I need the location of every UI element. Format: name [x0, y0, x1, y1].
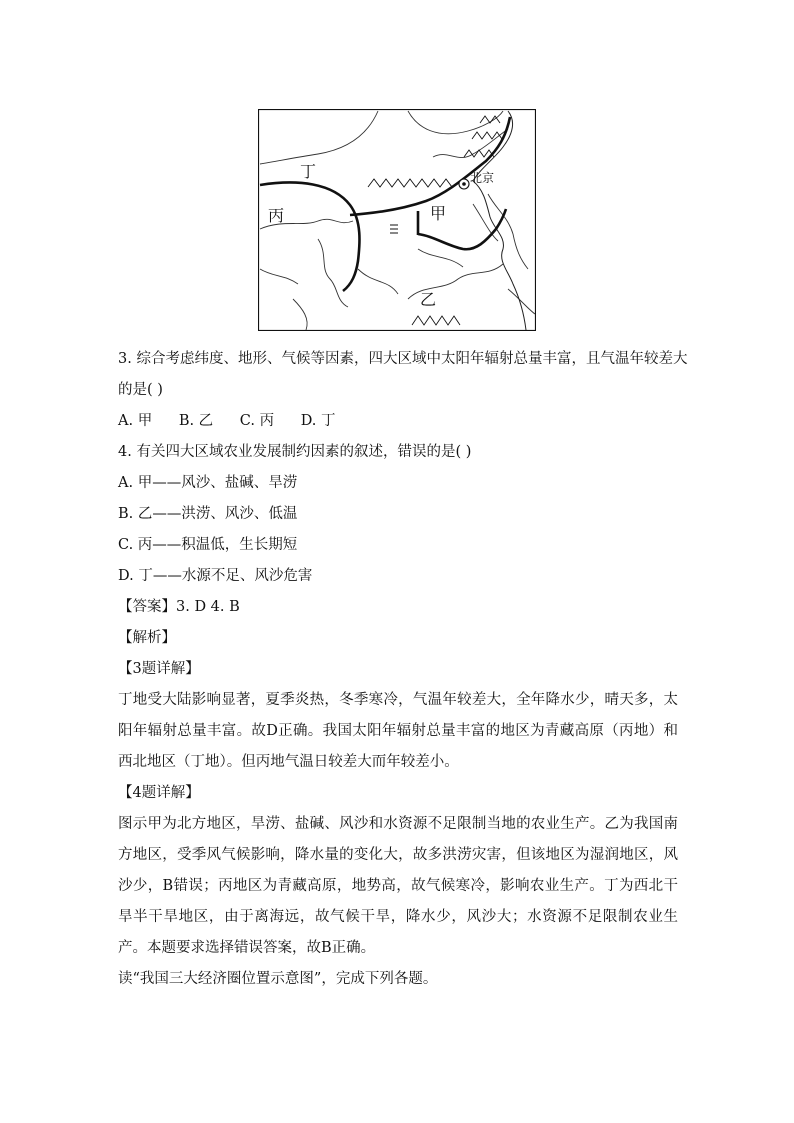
q4-option-b: B. 乙——洪涝、风沙、低温 — [118, 506, 298, 522]
label-beijing: 北京 — [470, 171, 495, 185]
q3-options — [118, 406, 678, 437]
label-bing: 丙 — [268, 206, 285, 225]
answer-line: 【答案】3. D 4. B — [118, 599, 240, 615]
detail4-heading: 【4题详解】 — [118, 785, 200, 801]
next-question-prompt: 读“我国三大经济圈位置示意图”，完成下列各题。 — [118, 971, 438, 987]
detail3-heading: 【3题详解】 — [118, 661, 200, 677]
detail3-text: 丁地受大陆影响显著，夏季炎热，冬季寒冷，气温年较差大，全年降水少，晴天多，太阳年辐射总量丰富。故D正确。我国太阳年辐射总量丰富的地区为青藏高原（丙地）和西北地区（丁地）。但丙地气温日较差大而年较差小。 — [118, 692, 678, 770]
q3-option-b: B. 乙 — [178, 413, 214, 429]
q4-option-c: C. 丙——积温低，生长期短 — [118, 537, 298, 553]
q3-option-a: A. 甲 — [118, 413, 153, 429]
q3-stem-line2: 的是( ) — [118, 382, 163, 398]
question-content — [118, 344, 688, 995]
label-yi: 乙 — [420, 290, 437, 309]
q4-option-d: D. 丁——水源不足、风沙危害 — [118, 568, 313, 584]
label-ding: 丁 — [300, 162, 317, 181]
q3-option-d: D. 丁 — [300, 413, 336, 429]
q4-stem: 4. 有关四大区域农业发展制约因素的叙述，错误的是( ) — [118, 444, 472, 460]
analysis-heading: 【解析】 — [118, 630, 176, 646]
q4-option-a: A. 甲——风沙、盐碱、旱涝 — [118, 475, 298, 491]
region-map — [258, 109, 536, 331]
beijing-capital-dot-icon — [462, 182, 466, 186]
label-jia: 甲 — [430, 204, 447, 223]
map-frame — [259, 110, 536, 331]
q3-option-c: C. 丙 — [239, 413, 275, 429]
q3-stem-line1: 3. 综合考虑纬度、地形、气候等因素，四大区域中太阳年辐射总量丰富，且气温年较差大 — [118, 351, 688, 367]
map-figure — [258, 109, 536, 331]
detail4-text: 图示甲为北方地区，旱涝、盐碱、风沙和水资源不足限制当地的农业生产。乙为我国南方地区，受季风气候影响，降水量的变化大，故多洪涝灾害，但该地区为湿润地区，风沙少，B错误；丙地区为青藏高原，地势高，故气候寒冷，影响农业生产。丁为西北干旱半干旱地区，由于离海远，故气候干旱，降水少，风沙大；水资源不足限制农业生产。本题要求选择错误答案，故B正确。 — [118, 816, 678, 956]
